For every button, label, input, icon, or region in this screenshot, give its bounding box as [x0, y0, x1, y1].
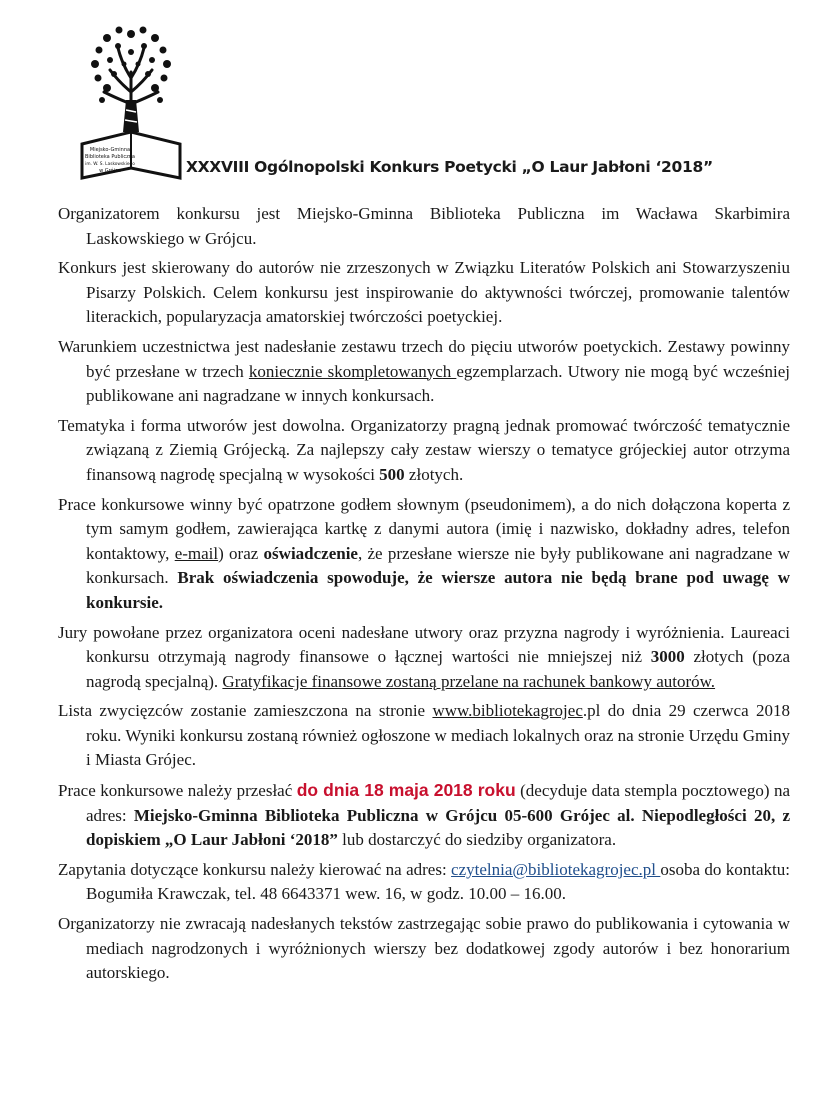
deadline-text: do dnia 18 maja 2018 roku	[296, 780, 516, 801]
paragraph-jury: Jury powołane przez organizatora oceni nadesłane utwory oraz przyzna nagrody i wyróżnienia. Laureaci konkursu otrzymają nagrody finansowe o łącznej wartości nie mniejszej niż 3000 złotych (poza nagrodą specjalną). Gratyfikacje finansowe zostaną przelane na rachunek bankowy autorów.	[58, 622, 790, 691]
paragraph-theme: Tematyka i forma utworów jest dowolna. Organizatorzy pragną jednak promować twórczość tematycznie związaną z Ziemią Grójecką. Za najlepszy cały zestaw wierszy o tematyce grójeckiej autor otrzyma finansową nagrodę specjalną w wysokości 500 złotych.	[58, 415, 790, 484]
paragraph-organizer: Organizatorem konkursu jest Miejsko-Gminna Biblioteka Publiczna im Wacława Skarbimira Laskowskiego w Grójcu.	[58, 204, 790, 248]
logo-text-3: im. W. S. Laskowskiego	[85, 162, 135, 167]
website-link[interactable]: www.bibliotekagrojec	[432, 701, 583, 721]
paragraph-contact: Zapytania dotyczące konkursu należy kierować na adres: czytelnia@bibliotekagrojec.pl osoba do kontaktu: Bogumiła Krawczak, tel. 48 6643371 wew. 16, w godz. 10.00 – 16.00.	[58, 859, 790, 904]
paragraph-deadline: Prace konkursowe należy przesłać do dnia 18 maja 2018 roku (decyduje data stempla pocztowego) na adres: Miejsko-Gminna Biblioteka Publiczna w Grójcu 05-600 Grójec al. Niepodległości 20, z dopiskiem „O Laur Jabłoni ‘2018” lub dostarczyć do siedziby organizatora.	[58, 780, 790, 850]
paragraph-rights: Organizatorzy nie zwracają nadesłanych tekstów zastrzegając sobie prawo do publikowania i cytowania w mediach nagrodzonych i wyróżnionych wierszy bez dodatkowej zgody autorów i bez honorarium autorskiego.	[58, 914, 790, 983]
paragraph-audience: Konkurs jest skierowany do autorów nie zrzeszonych w Związku Literatów Polskich ani Stowarzyszeniu Pisarzy Polskich. Celem konkursu jest inspirowanie do aktywności twórczej, promowanie talentów literackich, popularyzacja amatorskiej twórczości poetyckiej.	[58, 258, 790, 327]
email-word-link[interactable]: e-mail	[174, 543, 219, 563]
document-body	[58, 202, 790, 991]
logo-text-1: Miejsko-Gminna	[89, 147, 131, 153]
paragraph-results: Lista zwycięzców zostanie zamieszczona na stronie www.bibliotekagrojec.pl do dnia 29 czerwca 2018 roku. Wyniki konkursu zostaną również ogłoszone w mediach lokalnych oraz na stronie Urzędu Gminy i Miasta Grójec.	[58, 701, 790, 770]
paragraph-submission-rules: Prace konkursowe winny być opatrzone godłem słownym (pseudonimem), a do nich dołączona koperta z tym samym godłem, zawierająca kartkę z danymi autora (imię i nazwisko, dokładny adres, telefon kontaktowy, e-mail) oraz oświadczenie, że przesłane wiersze nie były publikowane ani nagradzane w konkursach. Brak oświadczenia spowoduje, że wiersze autora nie będą brane pod uwagę w konkursie.	[58, 494, 790, 612]
tree-on-book-logo	[74, 12, 188, 184]
logo-text-4: w Grójcu	[99, 168, 121, 174]
postal-address: Miejsko-Gminna Biblioteka Publiczna w Grójcu 05-600 Grójec al. Niepodległości 20, z dopiskiem „O Laur Jabłoni ‘2018”	[86, 805, 790, 850]
logo-text-2: Biblioteka Publiczna	[85, 154, 135, 160]
contact-email-link[interactable]: czytelnia@bibliotekagrojec.pl	[451, 859, 661, 879]
paragraph-conditions: Warunkiem uczestnictwa jest nadesłanie zestawu trzech do pięciu utworów poetyckich. Zestawy powinny być przesłane w trzech koniecznie skompletowanych egzemplarzach. Utwory nie mogą być wcześniej publikowane ani nagradzane w innych konkursach.	[58, 336, 791, 406]
page-title: XXXVIII Ogólnopolski Konkurs Poetycki „O Laur Jabłoni ‘2018”	[186, 158, 713, 176]
